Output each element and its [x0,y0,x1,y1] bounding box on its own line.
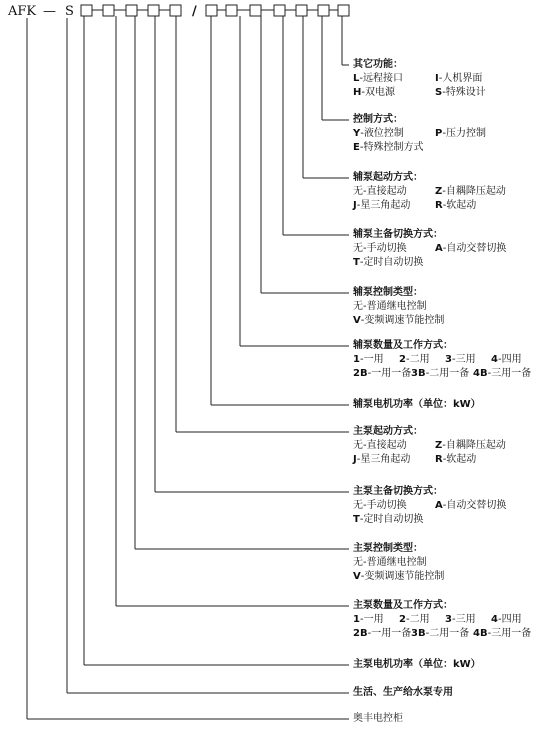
aux-switch-mode-row-1 [353,242,507,256]
aux-quantity-row-1 [353,353,522,367]
code-box-8 [250,5,261,16]
block-aux-start-mode [353,171,506,213]
code-box-10 [296,5,307,16]
main-quantity-option: 4-四用 [491,614,522,625]
control-mode-title: 控制方式： [353,114,403,125]
aux-quantity-option: 2B-一用一备 [353,368,412,379]
block-aux-quantity [353,339,532,381]
block-aux-control-type [353,286,445,328]
other-functions-option: S-特殊设计 [435,87,486,98]
brand-title: 奥丰电控柜 [353,713,403,724]
main-start-mode-option: J-星三角起动 [353,454,411,465]
main-control-type-row-1 [353,556,427,570]
main-quantity-option: 2-二用 [399,614,430,625]
main-quantity-row-1 [353,613,522,627]
main-start-mode-row-2 [353,453,477,467]
other-functions-option: I-人机界面 [435,73,483,84]
code-box-4 [148,5,159,16]
main-power-title: 主泵电机功率（单位：kW） [353,659,481,670]
main-quantity-option: 1-一用 [353,614,384,625]
control-mode-option: P-压力控制 [435,128,486,139]
aux-quantity-option: 4B-三用一备 [473,368,532,379]
block-application [353,686,453,700]
aux-switch-mode-title: 辅泵主备切换方式： [353,229,443,240]
main-quantity-row-2 [353,627,532,641]
aux-quantity-option: 3-三用 [445,354,476,365]
aux-quantity-option: 4-四用 [491,354,522,365]
main-quantity-title: 主泵数量及工作方式： [353,600,453,611]
model-prefix: AFK [8,4,37,19]
main-switch-mode-option: A-自动交替切换 [435,500,507,511]
prefix-dash: — [43,4,56,19]
main-switch-mode-title: 主泵主备切换方式： [353,486,443,497]
aux-control-type-option: V-变频调速节能控制 [353,315,445,326]
control-mode-row-1 [353,127,486,141]
code-box-6 [206,5,217,16]
main-quantity-option: 4B-三用一备 [473,628,532,639]
aux-switch-mode-row-2 [353,256,443,270]
aux-start-mode-option: 无-直接起动 [353,186,407,197]
main-switch-mode-option: 无-手动切换 [353,500,407,511]
aux-switch-mode-option: 无-手动切换 [353,243,407,254]
block-control-mode [353,113,486,155]
main-start-mode-option: 无-直接起动 [353,440,407,451]
aux-switch-mode-option: T-定时自动切换 [353,257,424,268]
main-control-type-row-2 [353,570,445,584]
other-functions-row-2 [353,86,486,100]
aux-quantity-option: 2-二用 [399,354,430,365]
other-functions-option: H-双电源 [353,87,395,98]
code-box-3 [126,5,137,16]
other-functions-title: 其它功能： [353,59,403,70]
main-switch-mode-row-1 [353,499,507,513]
main-control-type-option: 无-普通继电控制 [353,557,427,568]
main-quantity-option: 3-三用 [445,614,476,625]
block-main-switch-mode [353,485,507,527]
main-start-mode-option: R-软起动 [435,454,477,465]
main-switch-mode-option: T-定时自动切换 [353,514,424,525]
block-other-functions [353,58,486,100]
block-main-power [353,658,481,672]
aux-switch-mode-option: A-自动交替切换 [435,243,507,254]
model-series: S [65,4,74,19]
aux-quantity-option: 1-一用 [353,354,384,365]
aux-quantity-title: 辅泵数量及工作方式： [353,340,453,351]
aux-control-type-title: 辅泵控制类型： [353,287,423,298]
main-switch-mode-row-2 [353,513,443,527]
code-box-5 [170,5,181,16]
aux-start-mode-option: Z-自耦降压起动 [435,186,506,197]
block-main-quantity [353,599,532,641]
aux-power-title: 辅泵电机功率（单位：kW） [353,399,481,410]
aux-start-mode-row-2 [353,199,477,213]
aux-quantity-option: 3B-二用一备 [411,368,470,379]
main-control-type-option: V-变频调速节能控制 [353,571,445,582]
block-brand [353,712,403,726]
main-quantity-option: 2B-一用一备 [353,628,412,639]
code-box-2 [103,5,114,16]
code-box-11 [318,5,329,16]
main-control-type-title: 主泵控制类型： [353,543,423,554]
block-aux-power [353,398,481,412]
aux-quantity-row-2 [353,367,532,381]
other-functions-option: L-远程接口 [353,73,403,84]
aux-control-type-option: 无-普通继电控制 [353,301,427,312]
control-mode-row-2 [353,141,424,155]
block-main-control-type [353,542,445,584]
aux-start-mode-title: 辅泵起动方式： [353,172,423,183]
aux-start-mode-option: R-软起动 [435,200,477,211]
main-start-mode-option: Z-自耦降压起动 [435,440,506,451]
aux-start-mode-option: J-星三角起动 [353,200,411,211]
block-aux-switch-mode [353,228,507,270]
other-functions-row-1 [353,72,483,86]
code-box-1 [81,5,92,16]
aux-control-type-row-2 [353,314,445,328]
model-slash: / [192,4,197,19]
aux-control-type-row-1 [353,300,427,314]
code-box-9 [274,5,285,16]
main-start-mode-row-1 [353,439,506,453]
code-box-7 [226,5,237,16]
main-quantity-option: 3B-二用一备 [411,628,470,639]
code-box-12 [338,5,349,16]
main-start-mode-title: 主泵起动方式： [353,426,423,437]
block-main-start-mode [353,425,506,467]
aux-start-mode-row-1 [353,185,506,199]
application-title: 生活、生产给水泵专用 [353,687,453,698]
control-mode-option: Y-液位控制 [353,128,404,139]
control-mode-option: E-特殊控制方式 [353,142,424,153]
